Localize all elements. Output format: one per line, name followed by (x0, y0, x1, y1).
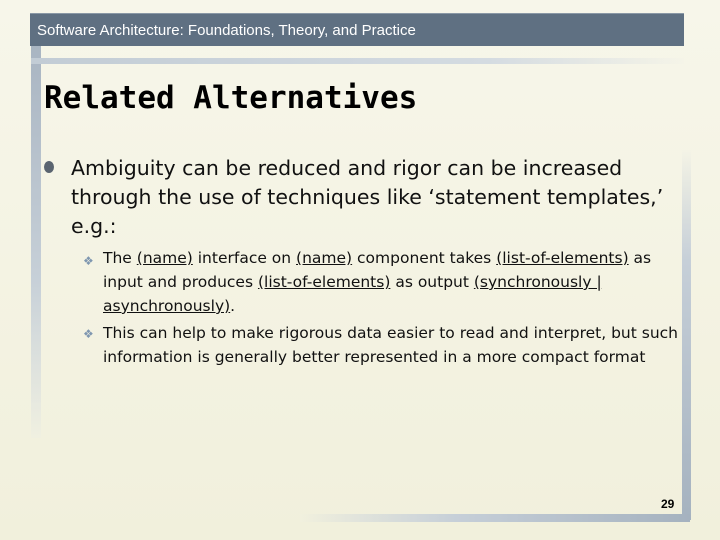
slide-title: Related Alternatives (44, 80, 418, 116)
placeholder-name-1: (name) (136, 249, 193, 267)
sub-bullet-rigor-note: This can help to make rigorous data easier to read and interpret, but such information is generally better represented in a more compact format (103, 324, 678, 366)
text-segment: . (230, 297, 236, 315)
main-bullet-text: Ambiguity can be reduced and rigor can be increased through the use of techniques like ‘statement templates,’ e.g.: (71, 156, 664, 238)
title-decorative-rule (31, 58, 684, 64)
header-bar (30, 13, 684, 46)
right-decorative-rule (682, 150, 691, 520)
placeholder-list-1: (list-of-elements) (496, 249, 629, 267)
page-number: 29 (661, 497, 675, 511)
diamond-bullet-icon: ❖ (83, 254, 94, 268)
placeholder-sync-mode: (synchronously | asynchronously) (103, 273, 602, 315)
sub-bullet-statement-template (103, 246, 683, 318)
placeholder-name-2: (name) (296, 249, 353, 267)
text-segment: interface on (192, 249, 297, 267)
text-segment: as input and produces (103, 249, 652, 291)
diamond-bullet-icon: ❖ (83, 327, 94, 341)
header-title: Software Architecture: Foundations, Theory, and Practice (37, 22, 416, 39)
text-segment: as output (390, 273, 474, 291)
placeholder-list-2: (list-of-elements) (257, 273, 391, 291)
bottom-decorative-rule (300, 514, 690, 522)
left-decorative-rule (31, 46, 41, 438)
text-segment: The (103, 249, 137, 267)
text-segment: component takes (352, 249, 497, 267)
filled-circle-bullet-icon (44, 161, 54, 173)
